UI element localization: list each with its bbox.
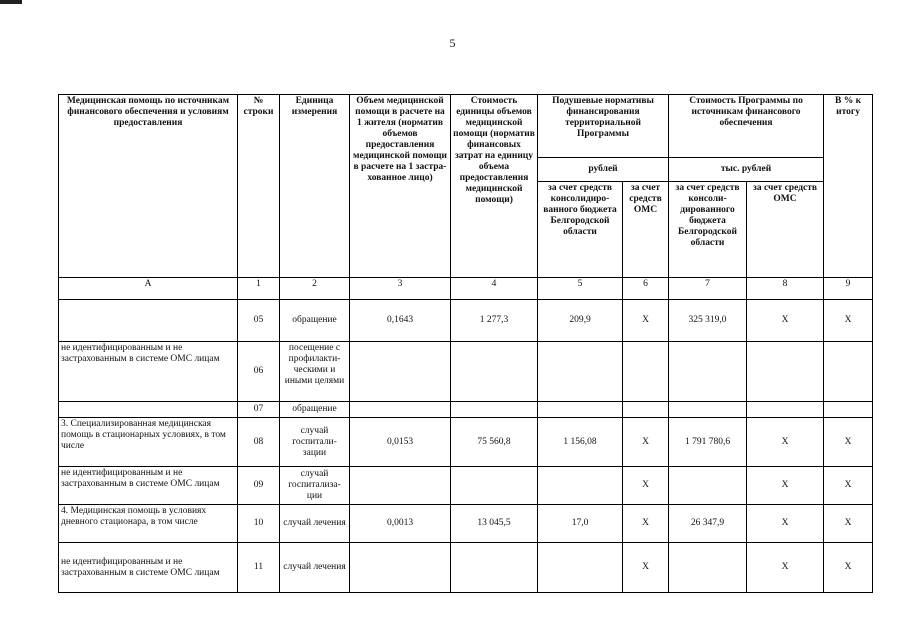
row-unit-cost: 13 045,5	[451, 505, 538, 543]
row-unit-cost	[451, 342, 538, 402]
row-pc-oms	[623, 402, 669, 418]
row-name	[59, 402, 238, 418]
row-unit-cost: 1 277,3	[451, 300, 538, 342]
row-total-oms: Х	[747, 467, 824, 505]
column-number: 5	[538, 278, 623, 300]
row-pc-oms	[623, 342, 669, 402]
row-pc-oms: Х	[623, 505, 669, 543]
header-total-budget: за счет средств консоли-дированного бюджета Белгородской области	[669, 182, 747, 278]
row-percent: Х	[824, 467, 873, 505]
row-volume	[350, 543, 451, 593]
table-row	[59, 402, 873, 418]
row-pc-budget: 1 156,08	[538, 418, 623, 467]
page-corner-mark	[0, 0, 22, 4]
row-total-oms: Х	[747, 418, 824, 467]
row-pc-budget	[538, 402, 623, 418]
header-unit-cost: Стоимость единицы объемов медицинской помощи (норматив финансовых затрат на единицу объема предоставления медицинской помощи)	[451, 95, 538, 278]
row-volume: 0,0153	[350, 418, 451, 467]
row-name: 3. Специализированная медицинская помощь в стационарных условиях, в том числе	[59, 418, 238, 467]
row-volume	[350, 467, 451, 505]
header-rubles: рублей	[538, 158, 669, 182]
row-unit-cost: 75 560,8	[451, 418, 538, 467]
column-number: 1	[238, 278, 280, 300]
header-unit: Единица измерения	[280, 95, 350, 278]
row-name: 4. Медицинская помощь в условиях дневного стационара, в том числе	[59, 505, 238, 543]
column-number: 7	[669, 278, 747, 300]
row-total-budget	[669, 543, 747, 593]
row-total-budget	[669, 402, 747, 418]
row-unit-cost	[451, 543, 538, 593]
row-line-no: 10	[238, 505, 280, 543]
financing-table	[58, 94, 873, 593]
row-percent: Х	[824, 543, 873, 593]
row-volume	[350, 402, 451, 418]
header-per-capita: Подушевые нормативы финансирования территориальной Программы	[538, 95, 669, 158]
header-care-type: Медицинская помощь по источникам финансового обеспечения и условиям предоставления	[59, 95, 238, 278]
table-row	[59, 418, 873, 467]
row-unit: случай госпитализа-ции	[280, 467, 350, 505]
row-percent: Х	[824, 418, 873, 467]
column-number: А	[59, 278, 238, 300]
row-total-budget: 26 347,9	[669, 505, 747, 543]
table-row	[59, 342, 873, 402]
row-pc-budget: 17,0	[538, 505, 623, 543]
row-total-oms: Х	[747, 543, 824, 593]
table-row	[59, 300, 873, 342]
row-line-no: 06	[238, 342, 280, 402]
row-total-oms	[747, 342, 824, 402]
row-unit: обращение	[280, 300, 350, 342]
table-row	[59, 505, 873, 543]
header-pc-oms: за счет средств ОМС	[623, 182, 669, 278]
table-row	[59, 467, 873, 505]
row-name	[59, 300, 238, 342]
row-total-budget: 325 319,0	[669, 300, 747, 342]
row-percent	[824, 342, 873, 402]
header-total-oms: за счет средств ОМС	[747, 182, 824, 278]
row-unit: случай лечения	[280, 543, 350, 593]
table-row	[59, 543, 873, 593]
page-number: 5	[449, 36, 456, 50]
column-number: 8	[747, 278, 824, 300]
column-number: 9	[824, 278, 873, 300]
column-number: 6	[623, 278, 669, 300]
header-program-cost: Стоимость Программы по источникам финансового обеспечения	[669, 95, 824, 158]
row-total-oms: Х	[747, 505, 824, 543]
column-number: 4	[451, 278, 538, 300]
row-pc-oms: Х	[623, 543, 669, 593]
row-percent: Х	[824, 300, 873, 342]
row-pc-oms: Х	[623, 300, 669, 342]
row-name: не идентифицированным и не застрахованным в системе ОМС лицам	[59, 467, 238, 505]
row-total-budget	[669, 467, 747, 505]
row-pc-oms: Х	[623, 418, 669, 467]
row-percent: Х	[824, 505, 873, 543]
row-pc-budget	[538, 342, 623, 402]
row-line-no: 11	[238, 543, 280, 593]
row-unit: обращение	[280, 402, 350, 418]
row-unit: случай госпитали-зации	[280, 418, 350, 467]
column-number: 2	[280, 278, 350, 300]
row-total-budget	[669, 342, 747, 402]
row-name: не идентифицированным и не застрахованным в системе ОМС лицам	[59, 543, 238, 593]
header-line-no: № строки	[238, 95, 280, 278]
row-total-oms: Х	[747, 300, 824, 342]
row-unit-cost	[451, 467, 538, 505]
row-pc-budget	[538, 467, 623, 505]
row-line-no: 07	[238, 402, 280, 418]
row-volume: 0,1643	[350, 300, 451, 342]
row-line-no: 08	[238, 418, 280, 467]
row-volume	[350, 342, 451, 402]
row-pc-budget: 209,9	[538, 300, 623, 342]
row-volume: 0,0013	[350, 505, 451, 543]
header-thousand-rubles: тыс. рублей	[669, 158, 824, 182]
row-unit: случай лечения	[280, 505, 350, 543]
header-volume: Объем медицинской помощи в расчете на 1 жителя (норматив объемов предоставления медицинской помощи в расчете на 1 застра-хованное лицо)	[350, 95, 451, 278]
row-unit: посещение с профилакти-ческими и иными целями	[280, 342, 350, 402]
row-name: не идентифицированным и не застрахованным в системе ОМС лицам	[59, 342, 238, 402]
row-pc-oms: Х	[623, 467, 669, 505]
row-total-oms	[747, 402, 824, 418]
row-percent	[824, 402, 873, 418]
row-pc-budget	[538, 543, 623, 593]
header-percent: В % к итогу	[824, 95, 873, 278]
column-number: 3	[350, 278, 451, 300]
row-line-no: 09	[238, 467, 280, 505]
row-unit-cost	[451, 402, 538, 418]
column-numbers-row	[59, 278, 873, 300]
row-line-no: 05	[238, 300, 280, 342]
row-total-budget: 1 791 780,6	[669, 418, 747, 467]
header-pc-budget: за счет средств консолидиро-ванного бюджета Белгородской области	[538, 182, 623, 278]
